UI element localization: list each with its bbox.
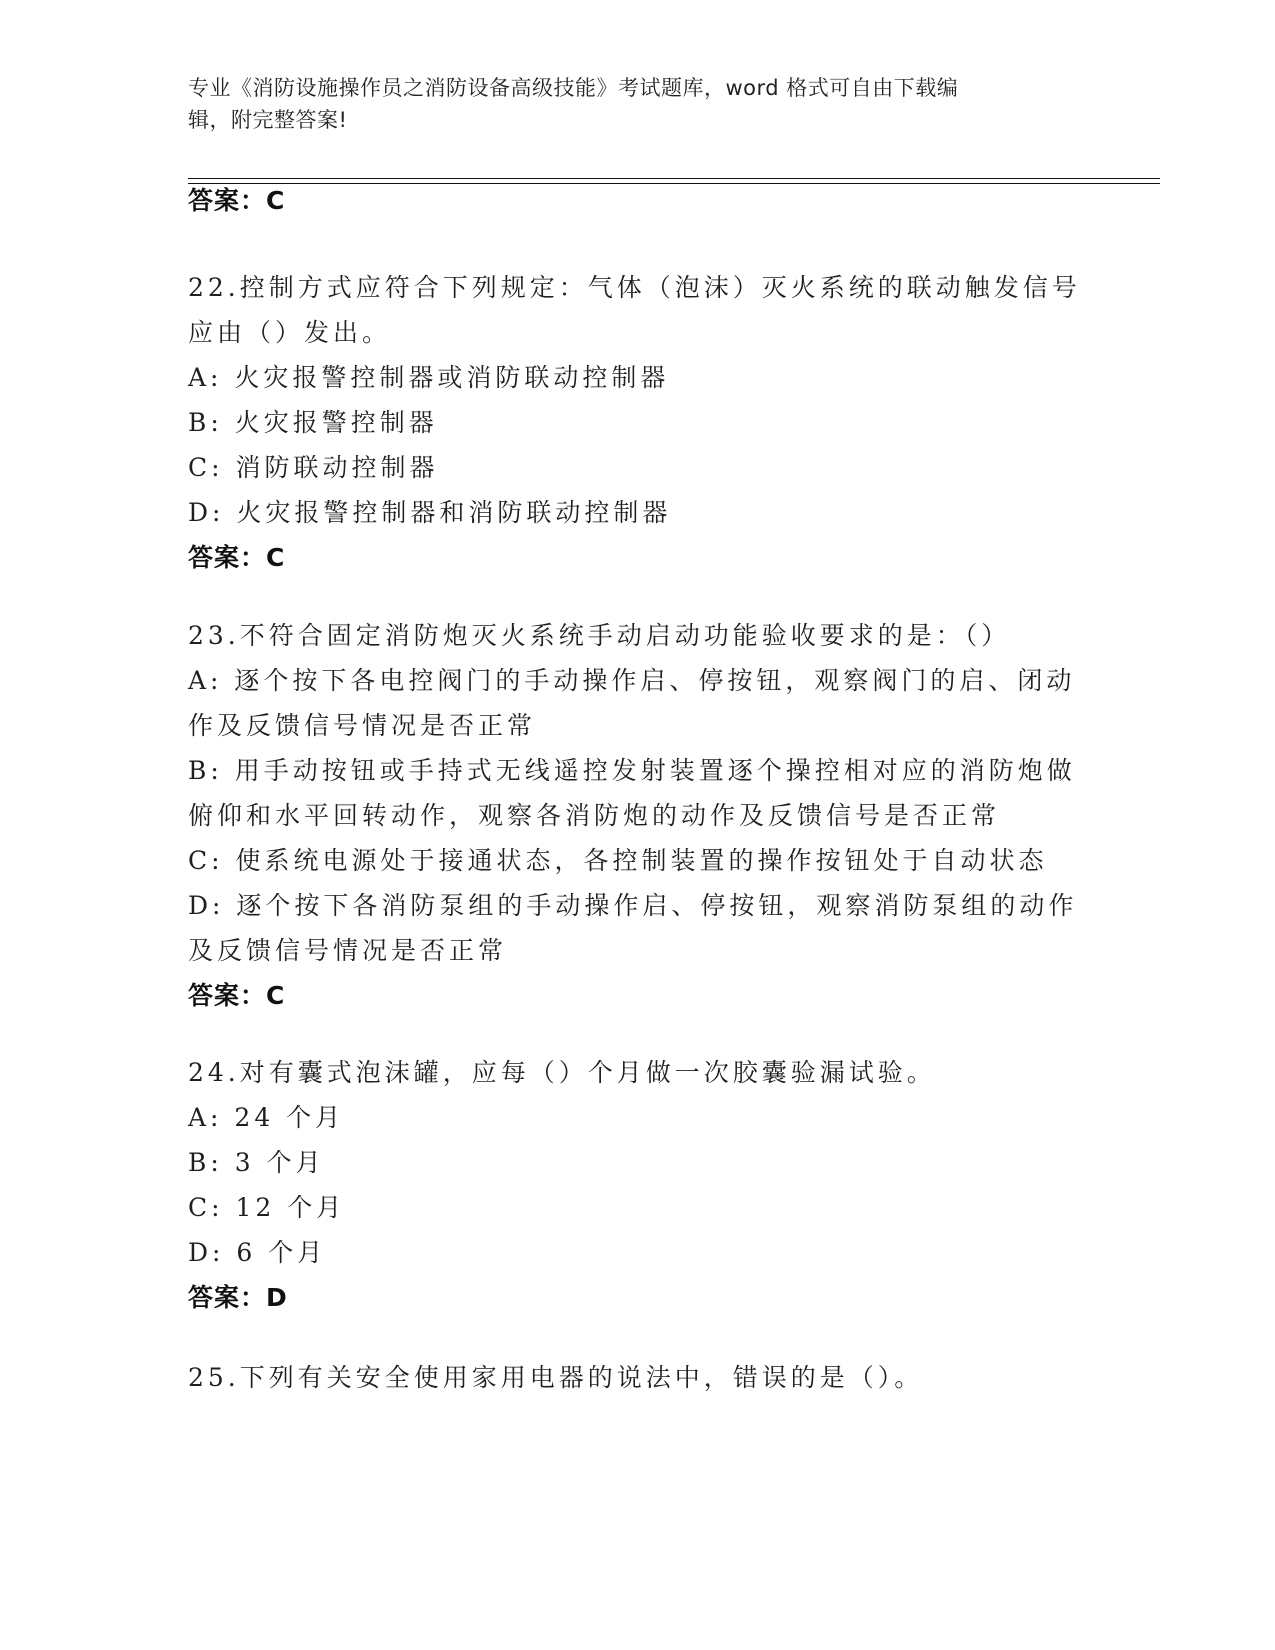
- option-b: B: 用手动按钮或手持式无线遥控发射装置逐个操控相对应的消防炮做: [188, 756, 1076, 785]
- option-d: D: 逐个按下各消防泵组的手动操作启、停按钮，观察消防泵组的动作: [188, 891, 1078, 920]
- question-stem: 24.对有囊式泡沫罐，应每（）个月做一次胶囊验漏试验。: [188, 1058, 936, 1087]
- option-b-cont: 俯仰和水平回转动作，观察各消防炮的动作及反馈信号是否正常: [188, 801, 1001, 830]
- question-25: [188, 1355, 1088, 1400]
- page-header: [188, 72, 1068, 136]
- question-stem: 25.下列有关安全使用家用电器的说法中，错误的是（）。: [188, 1363, 924, 1392]
- question-22: [188, 265, 1088, 580]
- question-stem: 23.不符合固定消防炮灭火系统手动启动功能验收要求的是：（）: [188, 621, 1011, 650]
- option-a: A: 火灾报警控制器或消防联动控制器: [188, 363, 670, 392]
- question-stem: 22.控制方式应符合下列规定：气体（泡沫）灭火系统的联动触发信号: [188, 273, 1081, 302]
- header-line-2: 辑，附完整答案!: [188, 108, 348, 132]
- header-line-1: 专业《消防设施操作员之消防设备高级技能》考试题库，word 格式可自由下载编: [188, 76, 959, 100]
- question-23: [188, 613, 1088, 1018]
- question-24: [188, 1050, 1088, 1320]
- previous-answer-block: [188, 178, 1088, 223]
- answer-label: 答案：C: [188, 186, 286, 215]
- option-b: B: 3 个月: [188, 1148, 325, 1177]
- option-a: A: 24 个月: [188, 1103, 345, 1132]
- answer-label: 答案：C: [188, 543, 286, 572]
- option-c: C: 12 个月: [188, 1193, 346, 1222]
- option-d-cont: 及反馈信号情况是否正常: [188, 936, 508, 965]
- option-d: D: 火灾报警控制器和消防联动控制器: [188, 498, 672, 527]
- answer-label: 答案：D: [188, 1283, 288, 1312]
- option-a-cont: 作及反馈信号情况是否正常: [188, 711, 537, 740]
- option-a: A: 逐个按下各电控阀门的手动操作启、停按钮，观察阀门的启、闭动: [188, 666, 1076, 695]
- option-d: D: 6 个月: [188, 1238, 327, 1267]
- option-c: C: 使系统电源处于接通状态，各控制装置的操作按钮处于自动状态: [188, 846, 1048, 875]
- option-b: B: 火灾报警控制器: [188, 408, 438, 437]
- question-stem: 应由（）发出。: [188, 318, 392, 347]
- option-c: C: 消防联动控制器: [188, 453, 439, 482]
- answer-label: 答案：C: [188, 981, 286, 1010]
